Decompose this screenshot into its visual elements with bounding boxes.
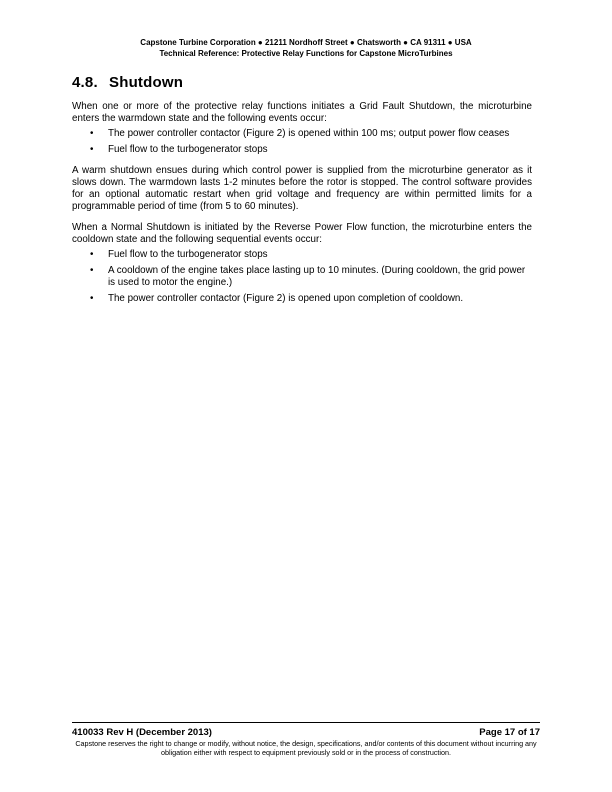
paragraph-grid-fault-shutdown: When one or more of the protective relay functions initiates a Grid Fault Shutdown, the microturbine enters the warmdown state and the following events occur: xyxy=(72,101,532,124)
list-item-text: Fuel flow to the turbogenerator stops xyxy=(108,144,268,155)
list-item-text: The power controller contactor (Figure 2) is opened upon completion of cooldown. xyxy=(108,293,464,304)
footer-disclaimer: Capstone reserves the right to change or modify, without notice, the design, specifications, and/or contents of this document without incurring any obligation either with respect to equipment previously sold or in the process of construction. xyxy=(75,739,537,757)
document-body xyxy=(72,101,532,314)
list-item-text: Fuel flow to the turbogenerator stops xyxy=(108,249,268,260)
list-item xyxy=(72,144,532,156)
bullet-icon: • xyxy=(90,144,94,155)
header-document-title: Technical Reference: Protective Relay Functions for Capstone MicroTurbines xyxy=(159,49,453,58)
bullet-icon: • xyxy=(90,293,94,304)
bullet-icon: • xyxy=(90,249,94,260)
section-heading xyxy=(72,74,183,91)
list-item xyxy=(72,249,532,261)
footer-divider xyxy=(72,722,540,723)
header-company-address: Capstone Turbine Corporation ● 21211 Nordhoff Street ● Chatsworth ● CA 91311 ● USA xyxy=(140,38,472,47)
paragraph-warm-shutdown: A warm shutdown ensues during which control power is supplied from the microturbine generator as it slows down. The warmdown lasts 1-2 minutes before the rotor is stopped. The control software provides for an optional automatic restart when grid voltage and frequency are within permitted limits for a programmable period of time (from 5 to 60 minutes). xyxy=(72,165,532,212)
paragraph-normal-shutdown: When a Normal Shutdown is initiated by the Reverse Power Flow function, the microturbine enters the cooldown state and the following sequential events occur: xyxy=(72,222,532,245)
page-header xyxy=(40,37,572,59)
bullet-icon: • xyxy=(90,128,94,139)
list-item-text: The power controller contactor (Figure 2) is opened within 100 ms; output power flow ceases xyxy=(108,128,510,139)
footer-document-id: 410033 Rev H (December 2013) xyxy=(72,727,212,738)
section-title: Shutdown xyxy=(109,74,184,91)
list-item xyxy=(72,128,532,140)
footer-page-number: Page 17 of 17 xyxy=(479,727,540,738)
section-number: 4.8. xyxy=(72,74,98,91)
bullet-list-cooldown-events xyxy=(72,249,532,305)
list-item-text: A cooldown of the engine takes place lasting up to 10 minutes. (During cooldown, the grid power is used to motor the engine.) xyxy=(108,265,526,288)
bullet-list-warmdown-events xyxy=(72,128,532,156)
list-item xyxy=(72,293,532,305)
list-item xyxy=(72,265,532,289)
bullet-icon: • xyxy=(90,265,94,276)
